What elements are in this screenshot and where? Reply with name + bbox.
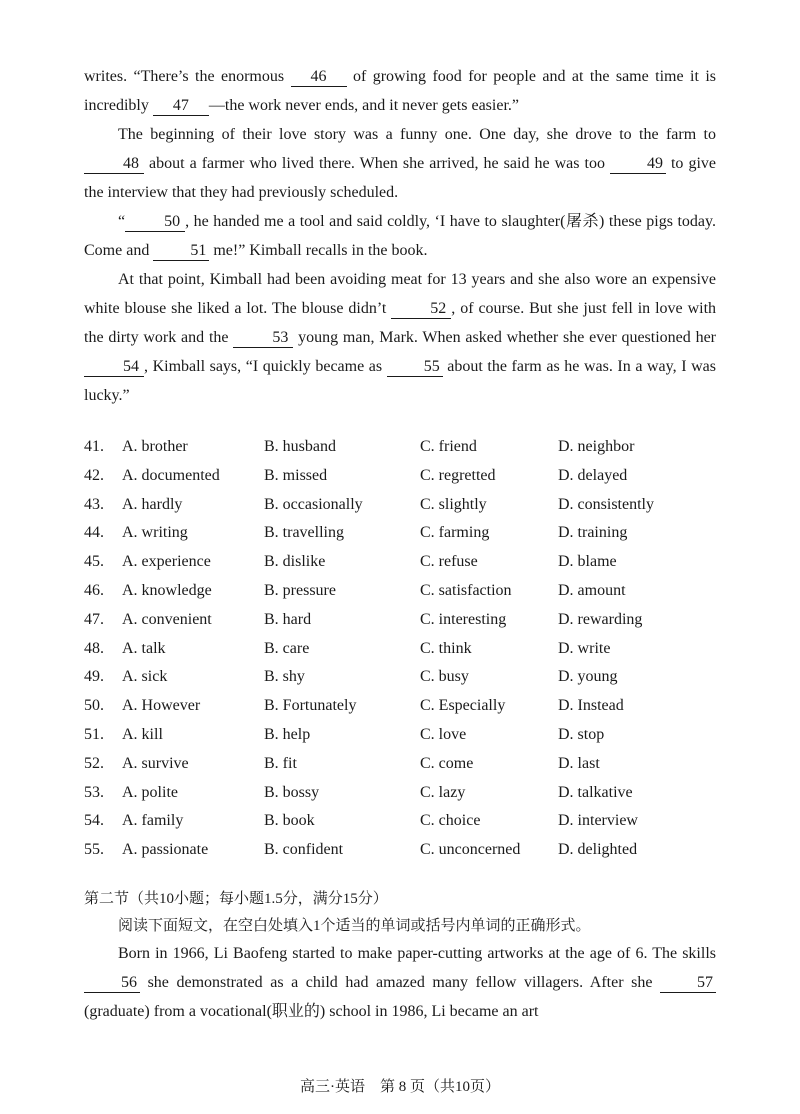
passage-paragraph-2: [84, 120, 716, 207]
passage-text: , Kimball says, “I quickly became as: [144, 358, 387, 375]
option-c: C. slightly: [420, 495, 487, 513]
question-option-row: [84, 663, 716, 692]
passage-text: about the farm as he was. In a way, I was lucky.”: [84, 358, 717, 404]
option-b: B. confident: [264, 841, 344, 859]
question-number: 54.: [84, 812, 104, 830]
question-option-row: [84, 433, 716, 462]
question-option-row: [84, 548, 716, 577]
passage-text: —the work never ends, and it never gets easier.”: [208, 97, 519, 114]
option-d: D. consistently: [558, 495, 654, 513]
question-number: 50.: [84, 697, 104, 715]
option-c: C. interesting: [420, 610, 507, 628]
passage-paragraph-3: [84, 207, 716, 265]
passage-text: At that point, Kimball had been avoiding meat for 13 years and she also wore an expensive white blouse she liked a lot. The blouse didn’t: [84, 271, 716, 317]
blank-56: 56: [84, 974, 140, 993]
option-d: D. blame: [558, 553, 617, 571]
passage-paragraph-1: [84, 62, 716, 120]
passage-text: Born in 1966, Li Baofeng started to make paper-cutting artworks at the age of 6. The skills: [118, 944, 716, 962]
blank-52: 52: [391, 300, 451, 319]
option-a: A. survive: [122, 754, 189, 772]
question-option-row: [84, 491, 716, 520]
option-a: A. brother: [122, 438, 188, 455]
option-a: A. passionate: [122, 841, 209, 859]
option-b: B. shy: [264, 668, 305, 686]
option-d: D. write: [558, 639, 611, 657]
option-b: B. husband: [264, 438, 336, 455]
passage-text: The beginning of their love story was a funny one. One day, she drove to the farm to: [118, 126, 716, 143]
passage-text: to give the interview that they had previously scheduled.: [84, 155, 717, 201]
option-a: A. However: [122, 697, 201, 715]
option-a: A. kill: [122, 725, 163, 743]
blank-46: 46: [291, 68, 347, 87]
passage-text: (graduate) from a vocational(职业的) school in 1986, Li became an art: [84, 1002, 539, 1020]
option-a: A. talk: [122, 639, 166, 657]
option-d: D. young: [558, 668, 618, 686]
option-c: C. love: [420, 725, 467, 743]
option-d: D. rewarding: [558, 610, 643, 628]
section-2-title: 第二节（共10小题；每小题1.5分，满分15分）: [84, 890, 388, 907]
section-2-instruction: 阅读下面短文，在空白处填入1个适当的单词或括号内单词的正确形式。: [118, 917, 591, 934]
exam-page: [84, 62, 716, 1026]
option-c: C. busy: [420, 668, 469, 686]
option-b: B. dislike: [264, 553, 326, 571]
passage-text: , he handed me a tool and said coldly, ‘I have to slaughter(屠杀) these pigs today. Come and: [84, 213, 716, 259]
option-a: A. convenient: [122, 610, 212, 628]
question-option-row: [84, 462, 716, 491]
option-c: C. lazy: [420, 783, 466, 801]
option-b: B. hard: [264, 610, 312, 628]
question-number: 45.: [84, 553, 104, 571]
question-option-row: [84, 836, 716, 865]
option-d: D. neighbor: [558, 438, 635, 455]
option-b: B. help: [264, 725, 311, 743]
option-c: C. friend: [420, 438, 477, 455]
question-option-row: [84, 750, 716, 779]
question-number: 44.: [84, 524, 104, 542]
passage-text: she demonstrated as a child had amazed many fellow villagers. After she: [140, 973, 660, 991]
question-number: 49.: [84, 668, 104, 686]
option-d: D. delighted: [558, 841, 638, 859]
blank-49: 49: [610, 155, 666, 174]
passage-text: “: [118, 213, 126, 230]
question-number: 52.: [84, 754, 104, 772]
option-b: B. fit: [264, 754, 297, 772]
question-number: 41.: [84, 438, 104, 455]
option-d: D. delayed: [558, 466, 628, 484]
question-option-row: [84, 779, 716, 808]
option-a: A. knowledge: [122, 581, 212, 599]
question-option-row: [84, 635, 716, 664]
option-d: D. interview: [558, 812, 638, 830]
option-c: C. think: [420, 639, 472, 657]
question-option-row: [84, 519, 716, 548]
passage-text: of growing food for people and at the same time it is incredibly: [84, 68, 716, 114]
question-number: 55.: [84, 841, 104, 859]
blank-47: 47: [153, 97, 209, 116]
option-c: C. choice: [420, 812, 481, 830]
option-c: C. satisfaction: [420, 581, 512, 599]
option-a: A. documented: [122, 466, 220, 484]
option-c: C. unconcerned: [420, 841, 521, 859]
option-d: D. training: [558, 524, 628, 542]
section-2-paragraph-1: [84, 939, 716, 1026]
option-d: D. stop: [558, 725, 605, 743]
option-c: C. farming: [420, 524, 490, 542]
option-a: A. family: [122, 812, 184, 830]
option-a: A. writing: [122, 524, 188, 542]
question-option-row: [84, 606, 716, 635]
page-footer: 高三·英语 第 8 页（共10页）: [300, 1079, 500, 1095]
option-b: B. travelling: [264, 524, 344, 542]
option-b: B. Fortunately: [264, 697, 357, 715]
passage-paragraph-4: [84, 265, 716, 410]
blank-55: 55: [387, 358, 443, 377]
option-d: D. Instead: [558, 697, 624, 715]
passage-text: writes. “There’s the enormous: [84, 68, 291, 85]
option-a: A. experience: [122, 553, 211, 571]
option-d: D. last: [558, 754, 600, 772]
option-c: C. come: [420, 754, 474, 772]
option-a: A. polite: [122, 783, 178, 801]
question-number: 51.: [84, 725, 104, 743]
question-number: 48.: [84, 639, 104, 657]
option-a: A. sick: [122, 668, 168, 686]
question-number: 46.: [84, 581, 104, 599]
question-option-row: [84, 692, 716, 721]
question-option-row: [84, 577, 716, 606]
option-d: D. talkative: [558, 783, 633, 801]
option-b: B. bossy: [264, 783, 320, 801]
question-number: 42.: [84, 466, 104, 484]
passage-text: , of course. But she just fell in love with the dirty work and the: [84, 300, 717, 346]
option-b: B. occasionally: [264, 495, 363, 513]
passage-text: about a farmer who lived there. When she arrived, he said he was too: [144, 155, 610, 172]
option-c: C. refuse: [420, 553, 478, 571]
option-b: B. pressure: [264, 581, 336, 599]
blank-54: 54: [84, 358, 144, 377]
blank-57: 57: [660, 974, 716, 993]
option-b: B. missed: [264, 466, 328, 484]
question-number: 43.: [84, 495, 104, 513]
passage-text: me!” Kimball recalls in the book.: [209, 242, 428, 259]
blank-50: 50: [125, 213, 185, 232]
option-d: D. amount: [558, 581, 626, 599]
question-number: 47.: [84, 610, 104, 628]
blank-48: 48: [84, 155, 144, 174]
question-option-row: [84, 807, 716, 836]
question-number: 53.: [84, 783, 104, 801]
blank-53: 53: [233, 329, 293, 348]
blank-51: 51: [153, 242, 209, 261]
option-c: C. Especially: [420, 697, 506, 715]
option-c: C. regretted: [420, 466, 496, 484]
option-b: B. care: [264, 639, 310, 657]
answer-options-list: [84, 433, 716, 865]
option-b: B. book: [264, 812, 315, 830]
option-a: A. hardly: [122, 495, 183, 513]
question-option-row: [84, 721, 716, 750]
passage-text: young man, Mark. When asked whether she ever questioned her: [293, 329, 717, 346]
